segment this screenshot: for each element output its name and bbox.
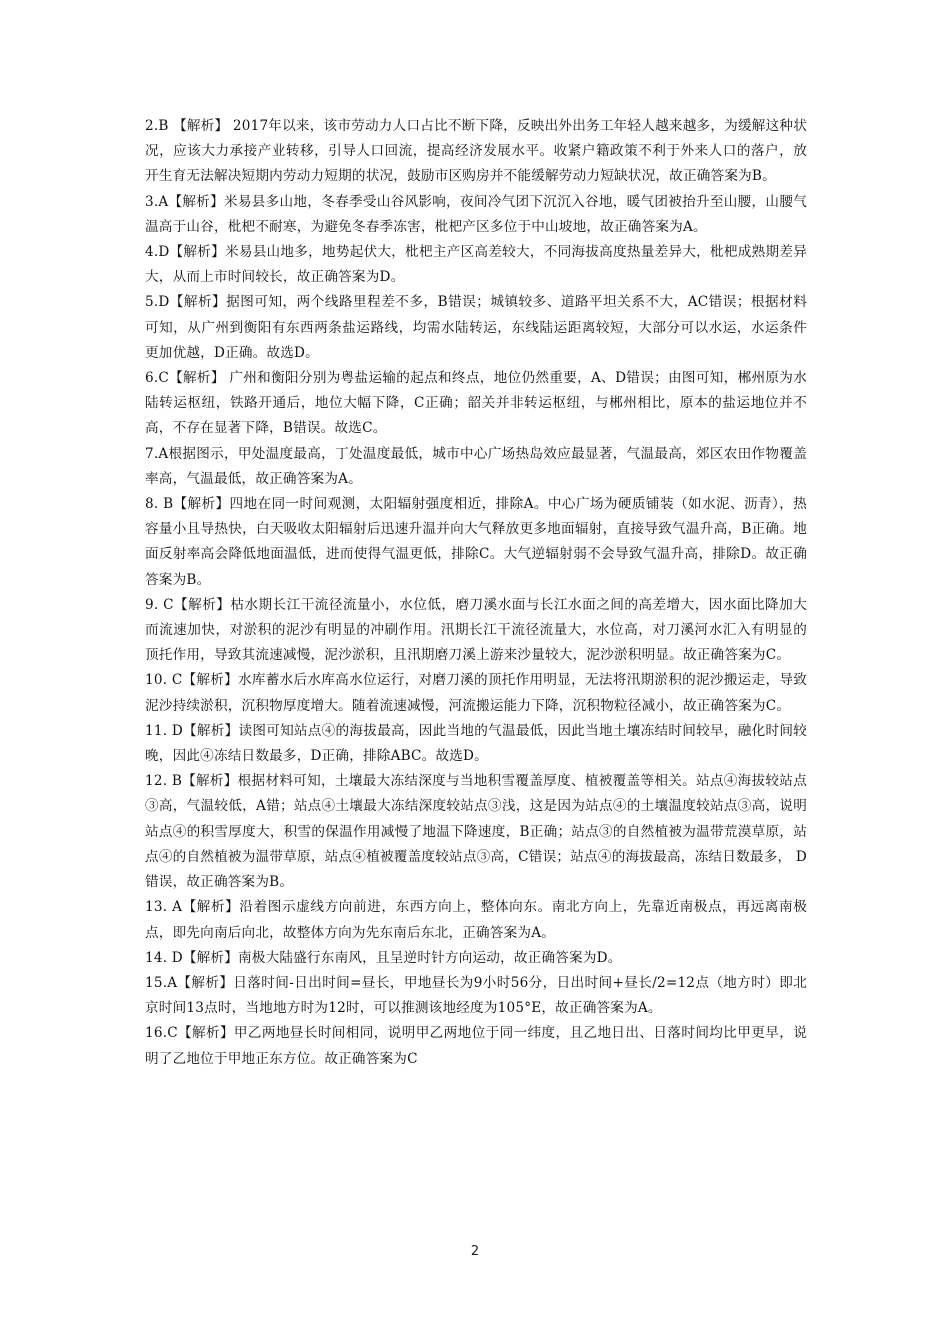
answer-5: 5.D【解析】据图可知，两个线路里程差不多，B错误；城镇较多、道路平坦关系不大，AC错误；根据材料可知，从广州到衡阳有东西两条盐运路线，均需水陆转运，东线陆运距离较短，大部分可以水运，水运条件更加优越，D正确。故选D。 [145, 294, 807, 361]
answer-4: 4.D【解析】米易县山地多，地势起伏大，枇杷主产区高差较大，不同海拔高度热量差异大，枇杷成熟期差异大，从而上市时间较长，故正确答案为D。 [145, 244, 807, 286]
page-number: 2 [470, 1244, 480, 1259]
answer-3: 3.A【解析】米易县多山地，冬春季受山谷风影响，夜间冷气团下沉沉入谷地，暖气团被抬升至山腰，山腰气温高于山谷，枇杷不耐寒，为避免冬春季冻害，枇杷产区多位于中山坡地，故正确答案为A。 [145, 193, 807, 235]
answer-14: 14. D【解析】南极大陆盛行东南风，且呈逆时针方向运动，故正确答案为D。 [145, 949, 622, 966]
answer-15: 15.A【解析】日落时间-日出时间=昼长，甲地昼长为9小时56分，日出时间+昼长/2=12点（地方时）即北京时间13点时，当地地方时为12时，可以推测该地经度为105°E，故正确答案为A。 [145, 974, 807, 1017]
answer-7: 7.A根据图示，甲处温度最高，丁处温度最低，城市中心广场热岛效应最显著，气温最高，郊区农田作物覆盖率高，气温最低，故正确答案为A。 [145, 445, 807, 487]
answer-11: 11. D【解析】读图可知站点④的海拔最高，因此当地的气温最低，因此当地土壤冻结时间较早，融化时间较晚，因此④冻结日数最多，D正确，排除ABC。故选D。 [145, 722, 807, 765]
answer-explanations [145, 114, 807, 1072]
answer-8: 8. B【解析】四地在同一时间观测，太阳辐射强度相近，排除A。中心广场为硬质铺装（如水泥、沥青），热容量小且导热快，白天吸收太阳辐射后迅速升温并向大气释放更多地面辐射，直接导致气温升高，B正确。地面反射率高会降低地面温低，进而使得气温更低，排除C。大气逆辐射弱不会导致气温升高，排除D。故正确答案为B。 [145, 496, 807, 588]
answer-2: 2.B 【解析】 2017年以来，该市劳动力人口占比不断下降，反映出外出务工年轻人越来越多，为缓解这种状况，应该大力承接产业转移，引导人口回流，提高经济发展水平。收紧户籍政策不利于外来人口的落户，放开生育无法解决短期内劳动力短期的状况，鼓励市区购房并不能缓解劳动力短缺状况，故正确答案为B。 [145, 118, 807, 185]
answer-16: 16.C【解析】甲乙两地昼长时间相同，说明甲乙两地位于同一纬度，且乙地日出、日落时间均比甲更早，说明了乙地位于甲地正东方位。故正确答案为C [145, 1025, 807, 1067]
answer-9: 9. C【解析】枯水期长江干流径流量小，水位低，磨刀溪水面与长江水面之间的高差增大，因水面比降加大而流速加快，对淤积的泥沙有明显的冲刷作用。汛期长江干流径流量大，水位高，对刀溪河水汇入有明显的顶托作用，导致其流速减慢，泥沙淤积，且汛期磨刀溪上游来沙量较大，泥沙淤积明显。故正确答案为C。 [145, 596, 807, 664]
answer-6: 6.C【解析】 广州和衡阳分别为粤盐运输的起点和终点，地位仍然重要，A、D错误；由图可知，郴州原为水陆转运枢纽，铁路开通后，地位大幅下降，C正确；韶关并非转运枢纽，与郴州相比，原本的盐运地位并不高，不存在显著下降，B错误。故选C。 [145, 370, 807, 437]
answer-13: 13. A【解析】沿着图示虚线方向前进，东西方向上，整体向东。南北方向上，先靠近南极点，再远离南极点，即先向南后向北，故整体方向为先东南后东北，正确答案为A。 [145, 899, 807, 941]
answer-12: 12. B【解析】根据材料可知，土壤最大冻结深度与当地积雪覆盖厚度、植被覆盖等相关。站点④海拔较站点③高，气温较低，A错；站点④土壤最大冻结深度较站点③浅，这是因为站点④的土壤温度较站点③高，说明站点④的积雪厚度大，积雪的保温作用减慢了地温下降速度，B正确；站点③的自然植被为温带荒漠草原，站点④的自然植被为温带草原，站点④植被覆盖度较站点③高，C错误；站点④的海拔最高，冻结日数最多， D错误，故正确答案为B。 [145, 773, 807, 891]
answer-10: 10. C【解析】水库蓄水后水库高水位运行，对磨刀溪的顶托作用明显，无法将汛期淤积的泥沙搬运走，导致泥沙持续淤积，沉积物厚度增大。随着流速减慢，河流搬运能力下降，沉积物粒径减小，故正确答案为C。 [145, 672, 807, 714]
